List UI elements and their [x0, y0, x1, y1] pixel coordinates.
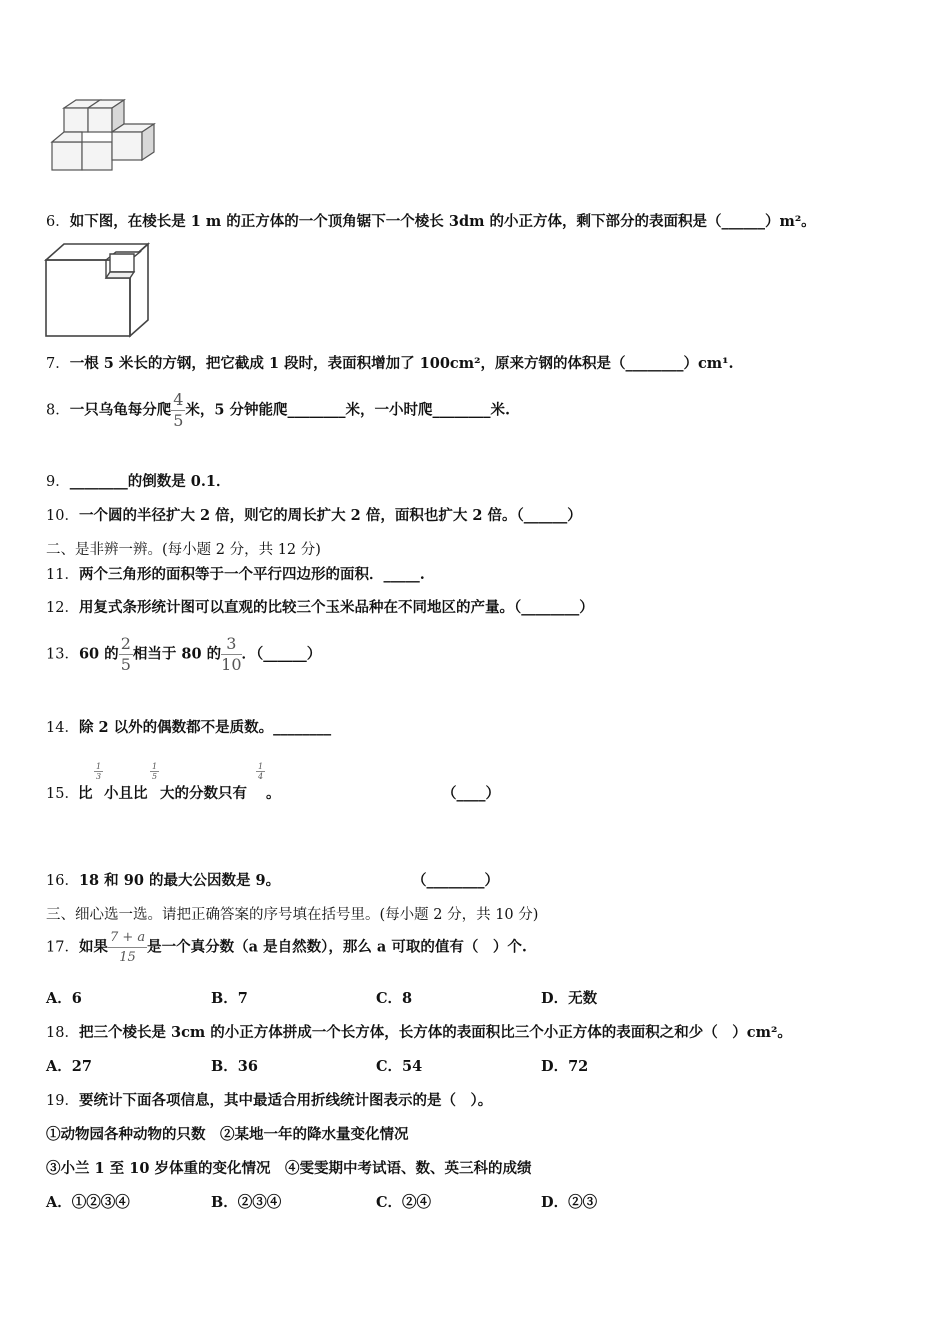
question-number: 12．: [46, 600, 79, 616]
question-text: 如下图，在棱长是 1 m 的正方体的一个顶角锯下一个棱长 3dm 的小正方体，剩下部分的表面积是（______）m²。: [69, 213, 816, 230]
question-number: 13．: [46, 646, 79, 663]
option-d[interactable]: D．无数: [541, 990, 598, 1007]
question-18: [46, 1023, 792, 1043]
section-3-heading: 三、细心选一选。请把正确答案的序号填在括号里。(每小题 2 分，共 10 分): [46, 907, 539, 923]
question-number: 11．: [46, 567, 79, 583]
question-text: 两个三角形的面积等于一个平行四边形的面积．_____.: [78, 566, 425, 583]
question-text: 大的分数只有: [160, 785, 247, 802]
question-11: [46, 565, 425, 585]
question-number: 9．: [46, 474, 70, 490]
question-number: 19．: [46, 1093, 79, 1109]
question-text: 小且比: [104, 785, 148, 802]
question-text: ________的倒数是 0.1．: [69, 473, 231, 490]
question-number: 7．: [46, 356, 70, 372]
fraction-numerator: 1: [96, 762, 102, 771]
fraction-one-third: [94, 762, 103, 781]
question-number: 18．: [46, 1025, 79, 1041]
option-b[interactable]: B．②③④: [211, 1194, 282, 1211]
question-13: [46, 634, 321, 675]
question-text: 。: [266, 785, 281, 802]
question-19-items-2: ③小兰 1 至 10 岁体重的变化情况 ④雯雯期中考试语、数、英三科的成绩: [46, 1160, 532, 1177]
question-17: [46, 928, 527, 967]
option-a[interactable]: A．①②③④: [46, 1194, 130, 1211]
option-a[interactable]: A．27: [46, 1058, 92, 1075]
question-text: 60 的: [78, 645, 119, 663]
question-text: 一根 5 米长的方钢，把它截成 1 段时，表面积增加了 100cm²，原来方钢的体积是（________）cm¹.: [69, 355, 734, 372]
fraction-numerator: 4: [173, 390, 184, 409]
fraction-one-fifth: [150, 762, 159, 781]
question-text: 除 2 以外的偶数都不是质数。________: [78, 719, 332, 736]
question-text: 米，5 分钟能爬________米，一小时爬________米.: [185, 401, 511, 419]
fraction-numerator: 1: [258, 762, 264, 771]
fraction-numerator: 3: [221, 634, 241, 655]
fraction-seven-plus-a-over-fifteen: [108, 928, 147, 967]
question-8: [46, 390, 510, 431]
option-d[interactable]: D．②③: [541, 1194, 598, 1211]
question-17-options: [46, 989, 746, 1009]
question-text: 把三个棱长是 3cm 的小正方体拼成一个长方体，长方体的表面积比三个小正方体的表面积之和少（ ）cm²。: [78, 1024, 792, 1041]
cut-cube-figure: [44, 242, 152, 338]
answer-blank: （____）: [442, 785, 500, 802]
fraction-three-tenths: [221, 634, 241, 675]
fraction-denominator: 15: [119, 950, 136, 965]
question-10: [46, 506, 582, 526]
question-19: [46, 1091, 492, 1111]
fraction-denominator: 4: [258, 772, 264, 781]
question-number: 14．: [46, 720, 79, 736]
question-number: 6．: [46, 214, 70, 230]
question-number: 15．: [46, 786, 79, 802]
fraction-denominator: 5: [173, 411, 184, 430]
question-number: 16．: [46, 873, 79, 889]
question-text: 相当于 80 的: [132, 645, 222, 663]
question-14: [46, 718, 331, 738]
option-b[interactable]: B．7: [211, 990, 248, 1007]
stacked-cubes-figure: [46, 96, 158, 174]
fraction-four-fifths: [171, 390, 185, 431]
option-c[interactable]: C．54: [376, 1058, 423, 1075]
fraction-two-fifths: [119, 634, 133, 675]
question-number: 8．: [46, 402, 70, 419]
fraction-numerator: 7 + a: [108, 928, 147, 948]
question-7: [46, 354, 734, 374]
question-text: 比: [78, 785, 93, 802]
question-text: 一只乌龟每分爬: [69, 401, 172, 419]
question-text: 18 和 90 的最大公因数是 9。: [78, 872, 281, 889]
question-9: [46, 472, 231, 492]
question-19-items-1: ①动物园各种动物的只数 ②某地一年的降水量变化情况: [46, 1126, 409, 1143]
question-number: 10．: [46, 508, 79, 524]
fraction-denominator: 5: [152, 772, 158, 781]
option-c[interactable]: C．8: [376, 990, 413, 1007]
question-text: 用复式条形统计图可以直观的比较三个玉米品种在不同地区的产量。（________）: [78, 599, 594, 616]
question-text: 一个圆的半径扩大 2 倍，则它的周长扩大 2 倍，面积也扩大 2 倍。（______）: [78, 507, 582, 524]
option-d[interactable]: D．72: [541, 1058, 589, 1075]
question-text: ．（______）: [241, 645, 322, 663]
question-19-options: [46, 1193, 746, 1213]
question-18-options: [46, 1057, 746, 1077]
question-16: [46, 871, 280, 891]
question-12: [46, 598, 594, 618]
question-text: 要统计下面各项信息，其中最适合用折线统计图表示的是（ ）。: [78, 1092, 493, 1109]
question-text: 是一个真分数（a 是自然数），那么 a 可取的值有（ ）个.: [147, 938, 527, 956]
fraction-one-fourth: [256, 762, 265, 781]
option-a[interactable]: A．6: [46, 990, 82, 1007]
option-b[interactable]: B．36: [211, 1058, 258, 1075]
fraction-numerator: 1: [152, 762, 158, 771]
question-number: 17．: [46, 939, 79, 956]
question-16-blank: （________）: [412, 872, 499, 889]
section-2-heading: 二、是非辨一辨。(每小题 2 分，共 12 分): [46, 542, 321, 558]
question-6: [46, 212, 816, 232]
question-text: 如果: [78, 938, 108, 956]
fraction-numerator: 2: [120, 634, 131, 653]
fraction-denominator: 10: [221, 655, 242, 674]
fraction-denominator: 3: [96, 772, 102, 781]
fraction-denominator: 5: [120, 655, 131, 674]
option-c[interactable]: C．②④: [376, 1194, 432, 1211]
